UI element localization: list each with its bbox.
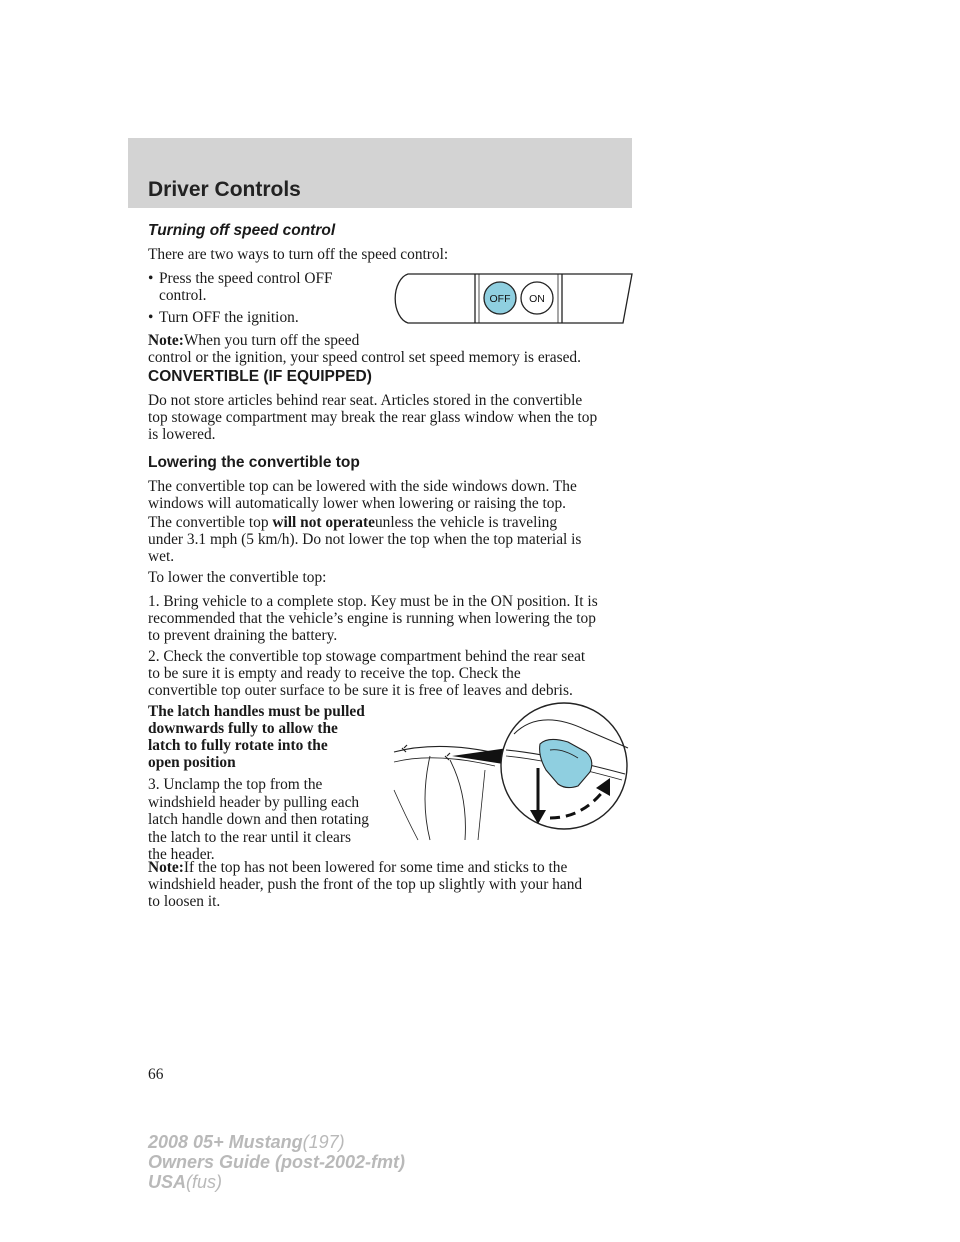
step-1: 1. Bring vehicle to a complete stop. Key must be in the ON position. It is recommended that the vehicle’s engine is running when lowering the top to prevent draining the battery. — [148, 593, 598, 644]
page-number: 66 — [148, 1066, 164, 1083]
lowering-paragraph-2: The convertible top will not operateunless the vehicle is traveling under 3.1 mph (5 km/h). Do not lower the top when the top material is wet. — [148, 514, 582, 565]
document-footer: 2008 05+ Mustang(197) Owners Guide (post-2002-fmt) USA(fus) — [148, 1132, 406, 1192]
latch-warning: The latch handles must be pulled downwards fully to allow the latch to fully rotate into the open position — [148, 703, 365, 771]
svg-text:ON: ON — [529, 293, 545, 305]
note-2: Note:If the top has not been lowered for some time and sticks to the windshield header, push the front of the top up slightly with your hand to loosen it. — [148, 859, 583, 910]
speed-control-panel-illustration — [390, 270, 635, 325]
section-header-band — [128, 138, 632, 208]
to-lower-intro: To lower the convertible top: — [148, 569, 327, 586]
speed-control-intro: There are two ways to turn off the speed control: — [148, 246, 449, 263]
section-title: Driver Controls — [148, 178, 301, 201]
svg-text:OFF: OFF — [489, 293, 511, 305]
off-button-icon — [484, 282, 516, 314]
step-3: 3. Unclamp the top from the windshield header by pulling each latch handle down and then rotating the latch to the rear until it clears the header. — [148, 776, 369, 863]
speed-control-heading: Turning off speed control — [148, 222, 336, 239]
lowering-heading: Lowering the convertible top — [148, 454, 360, 471]
on-button-icon — [521, 282, 553, 314]
convertible-latch-illustration — [390, 690, 640, 850]
step-2: 2. Check the convertible top stowage compartment behind the rear seat to be sure it is empty and ready to receive the top. Check the convertible top outer surface to be sure it is free of leaves and debris. — [148, 648, 586, 699]
speed-control-note: Note:When you turn off the speed control or the ignition, your speed control set speed memory is erased. — [148, 332, 581, 366]
lowering-paragraph-1: The convertible top can be lowered with the side windows down. The windows will automatically lower when lowering or raising the top. — [148, 478, 577, 512]
convertible-heading: CONVERTIBLE (IF EQUIPPED) — [148, 368, 372, 385]
convertible-warning: Do not store articles behind rear seat. Articles stored in the convertible top stowage compartment may break the rear glass window when the top is lowered. — [148, 392, 598, 443]
